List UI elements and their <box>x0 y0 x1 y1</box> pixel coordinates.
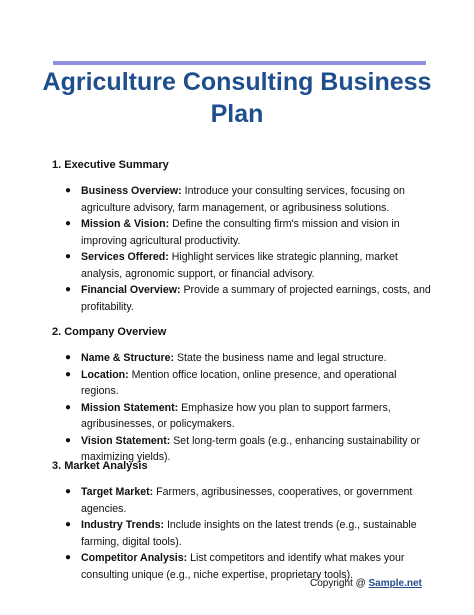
bullet-icon: ● <box>65 434 72 446</box>
item-text: Set long-term goals (e.g., enhancing sustainability or maximizing yields). <box>81 434 420 463</box>
bullet-icon: ● <box>65 401 72 413</box>
bullet-list <box>52 183 432 315</box>
item-text: Highlight services like strategic planning, market analysis, agronomic support, or financial advisory. <box>81 251 398 280</box>
bullet-icon: ● <box>65 368 72 380</box>
item-text: Provide a summary of projected earnings, costs, and profitability. <box>81 284 431 313</box>
bullet-list <box>52 484 432 583</box>
item-text: Include insights on the latest trends (e.g., sustainable farming, digital tools). <box>81 519 417 548</box>
list-item <box>52 183 432 216</box>
item-term: Location: <box>81 368 129 381</box>
item-text: Emphasize how you plan to support farmers, agribusinesses, or policymakers. <box>81 401 391 430</box>
section-market-analysis <box>52 459 432 583</box>
item-text: Introduce your consulting services, focusing on agriculture advisory, farm management, or agribusiness solutions. <box>81 185 405 214</box>
bullet-icon: ● <box>65 352 72 363</box>
list-item <box>52 350 432 367</box>
item-term: Competitor Analysis: <box>81 552 188 564</box>
bullet-icon: ● <box>65 519 72 530</box>
item-term: Financial Overview: <box>81 284 181 296</box>
copyright-footer <box>310 578 422 589</box>
title-rule <box>53 61 426 65</box>
item-term: Name & Structure: <box>81 352 175 364</box>
bullet-icon: ● <box>65 486 72 497</box>
section-executive-summary <box>52 158 432 315</box>
list-item <box>52 367 432 400</box>
section-heading: 1. Executive Summary <box>52 159 169 171</box>
item-text: State the business name and legal structure. <box>176 352 387 364</box>
sample-net-link[interactable]: Sample.net <box>368 578 422 589</box>
item-term: Vision Statement: <box>81 434 171 447</box>
item-term: Target Market: <box>81 486 154 498</box>
copyright-text: Copyright @ <box>310 578 366 589</box>
list-item <box>52 484 432 517</box>
bullet-list <box>52 350 432 466</box>
item-text: Mention office location, online presence, and operational regions. <box>81 368 397 397</box>
section-company-overview <box>52 325 432 466</box>
list-item <box>52 249 432 282</box>
section-heading: 2. Company Overview <box>52 326 167 338</box>
item-term: Mission & Vision: <box>81 218 170 230</box>
bullet-icon: ● <box>65 218 72 229</box>
list-item <box>52 400 432 433</box>
bullet-icon: ● <box>65 284 72 295</box>
bullet-icon: ● <box>65 185 72 196</box>
list-item <box>52 216 432 249</box>
item-term: Mission Statement: <box>81 401 179 414</box>
bullet-icon: ● <box>65 552 72 563</box>
list-item <box>52 282 432 315</box>
item-text: Define the consulting firm's mission and vision in improving agricultural productivity. <box>81 218 400 247</box>
document-title: Agriculture Consulting Business Plan <box>42 68 432 128</box>
item-term: Industry Trends: <box>81 519 164 531</box>
item-term: Business Overview: <box>81 185 182 197</box>
section-heading: 3. Market Analysis <box>52 460 148 472</box>
item-term: Services Offered: <box>81 251 169 263</box>
bullet-icon: ● <box>65 251 72 262</box>
item-text: Farmers, agribusinesses, cooperatives, or government agencies. <box>81 486 413 515</box>
item-text: List competitors and identify what makes your consulting unique (e.g., niche expertise, proprietary tools). <box>81 552 405 581</box>
list-item <box>52 517 432 550</box>
